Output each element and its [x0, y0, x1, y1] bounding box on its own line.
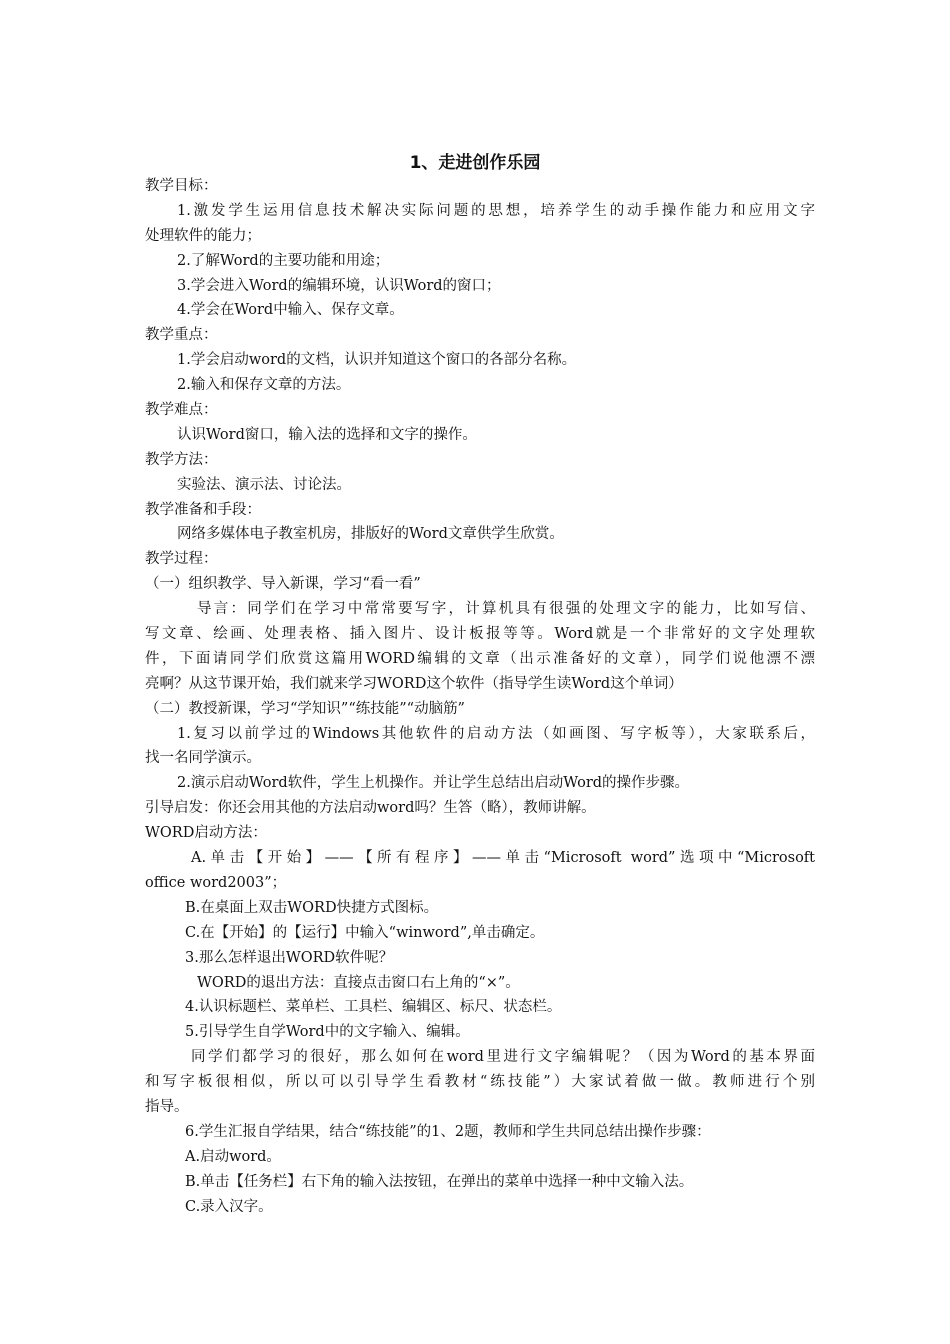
intro-paragraph-line-4: 亮啊？从这节课开始，我们就来学习WORD这个软件（指导学生读Word这个单词） [145, 675, 683, 692]
intro-paragraph-line-3: 件，下面请同学们欣赏这篇用WORD编辑的文章（出示准备好的文章），同学们说他漂不漂 [145, 650, 815, 667]
section-heading-objectives: 教学目标： [145, 178, 218, 194]
key-point-1: 1.学会启动word的文档，认识并知道这个窗口的各部分名称。 [177, 352, 577, 369]
step-1-line-2: 找一名同学演示。 [145, 750, 261, 767]
lesson-title: 1、走进创作乐园 [409, 153, 541, 173]
lesson-body [145, 174, 815, 1219]
objective-1-line-1: 1.激发学生运用信息技术解决实际问题的思想，培养学生的动手操作能力和应用文字 [177, 202, 815, 219]
preparation-text: 网络多媒体电子教室机房，排版好的Word文章供学生欣赏。 [177, 526, 564, 543]
key-point-2: 2.输入和保存文章的方法。 [177, 377, 351, 394]
objective-3: 3.学会进入Word的编辑环境，认识Word的窗口； [177, 277, 501, 294]
step-4: 4.认识标题栏、菜单栏、工具栏、编辑区、标尺、状态栏。 [185, 999, 562, 1016]
objective-4: 4.学会在Word中输入、保存文章。 [177, 302, 404, 319]
step-5: 5.引导学生自学Word中的文字输入、编辑。 [185, 1024, 470, 1041]
word-start-methods-heading: WORD启动方法： [145, 825, 267, 842]
section-heading-key-points: 教学重点： [145, 327, 218, 344]
self-study-line-1: 同学们都学习的很好，那么如何在word里进行文字编辑呢？（因为Word的基本界面 [191, 1049, 815, 1066]
intro-paragraph-line-2: 写文章、绘画、处理表格、插入图片、设计板报等等。Word就是一个非常好的文字处理软 [145, 626, 815, 643]
section-heading-process: 教学过程： [145, 551, 218, 568]
process-part-1-heading: （一）组织教学、导入新课，学习“看一看” [145, 576, 421, 593]
methods-text: 实验法、演示法、讨论法。 [177, 476, 351, 493]
objective-2: 2.了解Word的主要功能和用途； [177, 252, 390, 269]
operation-step-b: B.单击【任务栏】右下角的输入法按钮，在弹出的菜单中选择一种中文输入法。 [185, 1173, 694, 1190]
self-study-line-2: 和写字板很相似，所以可以引导学生看教材“练技能”）大家试着做一做。教师进行个别 [145, 1074, 815, 1091]
step-2: 2.演示启动Word软件，学生上机操作。并让学生总结出启动Word的操作步骤。 [177, 775, 690, 792]
operation-step-a: A.启动word。 [185, 1148, 281, 1165]
start-method-c: C.在【开始】的【运行】中输入“winword”,单击确定。 [185, 924, 545, 941]
exit-method: WORD的退出方法：直接点击窗口右上角的“×”。 [197, 974, 520, 991]
guidance-text: 引导启发：你还会用其他的方法启动word吗？生答（略），教师讲解。 [145, 800, 596, 817]
difficulty-text: 认识Word窗口，输入法的选择和文字的操作。 [177, 426, 477, 443]
step-1-line-1: 1.复习以前学过的Windows其他软件的启动方法（如画图、写字板等），大家联系后， [177, 725, 815, 742]
start-method-b: B.在桌面上双击WORD快捷方式图标。 [185, 899, 439, 916]
objective-1-line-2: 处理软件的能力； [145, 227, 261, 244]
intro-paragraph-line-1: 导言：同学们在学习中常常要写字，计算机具有很强的处理文字的能力，比如写信、 [197, 601, 815, 618]
start-method-a-line-2: office word2003”； [145, 874, 287, 891]
self-study-line-3: 指导。 [145, 1098, 189, 1115]
section-heading-preparation: 教学准备和手段： [145, 501, 261, 518]
process-part-2-heading: （二）教授新课，学习“学知识”“练技能”“动脑筋” [145, 700, 465, 717]
start-method-a-line-1: A.单击【开始】——【所有程序】——单击“Microsoft word”选项中“Microsoft [191, 850, 815, 867]
operation-step-c: C.录入汉字。 [185, 1198, 273, 1215]
step-3: 3.那么怎样退出WORD软件呢？ [185, 949, 394, 966]
section-heading-difficulties: 教学难点： [145, 402, 218, 419]
step-6: 6.学生汇报自学结果，结合“练技能”的1、2题，教师和学生共同总结出操作步骤： [185, 1123, 711, 1140]
section-heading-methods: 教学方法： [145, 451, 218, 468]
